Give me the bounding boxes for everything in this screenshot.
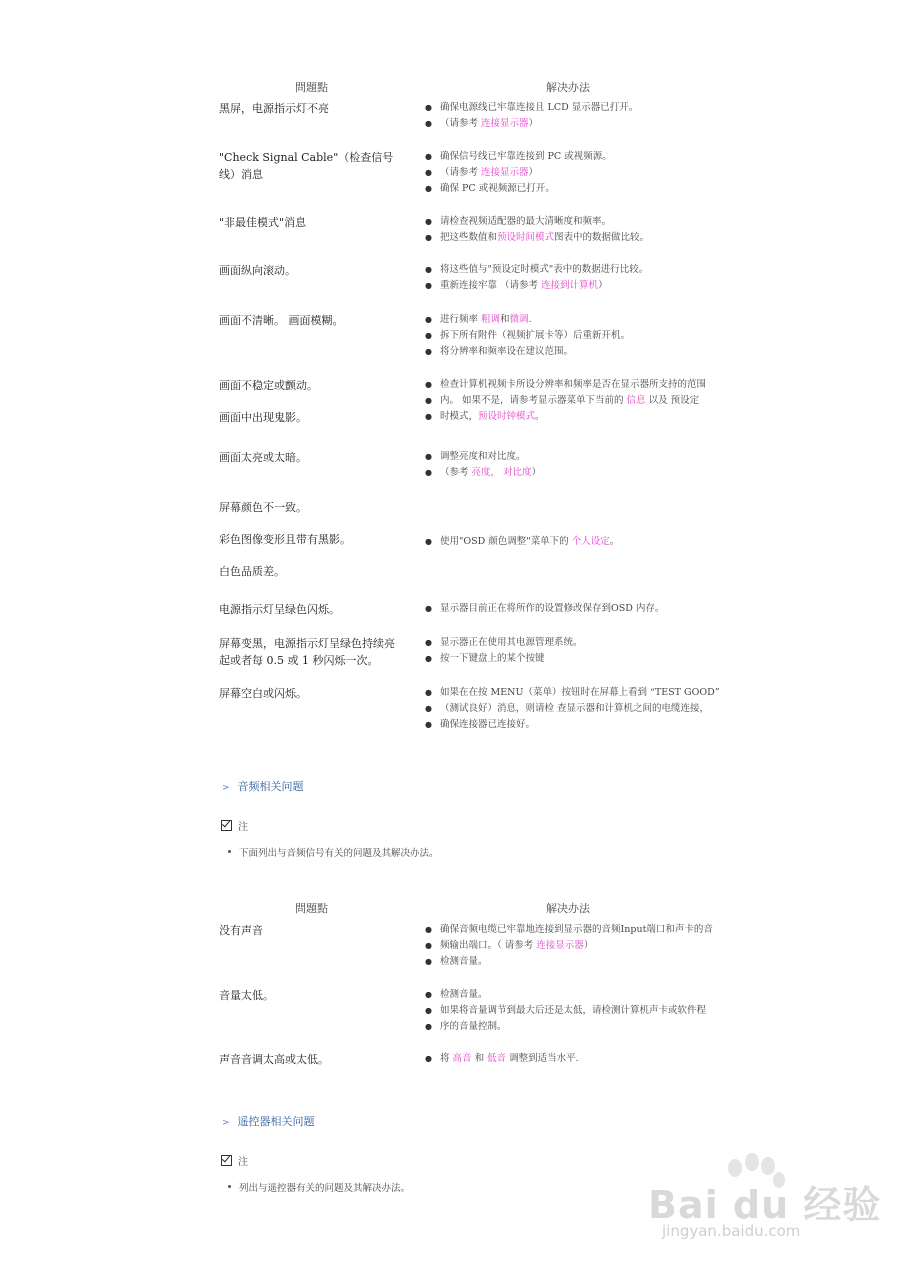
chevron-right-icon: > bbox=[222, 1118, 230, 1128]
problem-text: 屏幕颜色不一致。 bbox=[219, 501, 307, 514]
problem-text: 画面不稳定或颤动。 bbox=[219, 379, 318, 392]
problem-text: 黑屏，电源指示灯不亮 bbox=[219, 102, 329, 115]
table1-header-problem: 問題點 bbox=[295, 81, 328, 94]
reference-link[interactable]: 连接显示器 bbox=[481, 118, 529, 129]
solution-list bbox=[425, 922, 735, 970]
problem-text: 屏幕变黑，电源指示灯呈绿色持续亮 bbox=[219, 637, 395, 650]
solution-item: ● 调整亮度和对比度。 bbox=[425, 449, 735, 465]
solution-list bbox=[425, 635, 735, 667]
solution-item: ● 确保 PC 或视频源已打开。 bbox=[425, 181, 735, 197]
checkbox-checked-icon bbox=[221, 820, 232, 831]
problem-text: 电源指示灯呈绿色闪烁。 bbox=[219, 603, 340, 616]
reference-link[interactable]: 连接显示器 bbox=[481, 167, 529, 178]
solution-item: ● 显示器正在使用其电源管理系统。 bbox=[425, 635, 735, 651]
reference-link[interactable]: 信息 bbox=[626, 395, 646, 406]
solution-item: ● 把这些数值和预设时间模式图表中的数据做比较。 bbox=[425, 230, 735, 246]
problem-text: 声音音调太高或太低。 bbox=[219, 1053, 329, 1066]
chevron-right-icon: > bbox=[222, 783, 230, 793]
remote-note-label: 注 bbox=[238, 1157, 248, 1168]
problem-cell bbox=[219, 685, 414, 702]
problem-cell bbox=[219, 449, 414, 466]
problem-text: 画面不清晰。 画面模糊。 bbox=[219, 314, 344, 327]
reference-link[interactable]: 预设时钟模式 bbox=[478, 411, 536, 422]
solution-item: ● 请检查视频适配器的最大清晰度和频率。 bbox=[425, 214, 735, 230]
audio-note-label: 注 bbox=[238, 822, 248, 833]
solution-continuation: ● （参考 亮度， 对比度） bbox=[425, 465, 735, 481]
solution-item: ● 检测音量。 bbox=[425, 954, 735, 970]
solution-continuation: ● 重新连接牢靠 （请参考 连接到计算机） bbox=[425, 278, 735, 294]
solution-item: ● 进行频率 粗调和微调. bbox=[425, 312, 735, 328]
solution-continuation: ● 确保连接器已连接好。 bbox=[425, 717, 735, 733]
reference-link[interactable]: 低音 bbox=[487, 1053, 507, 1064]
solution-list bbox=[425, 601, 735, 617]
reference-link[interactable]: 微调 bbox=[509, 314, 529, 325]
solution-continuation: ● （测试良好）消息，则请检 查显示器和计算机之间的电缆连接， bbox=[425, 701, 735, 717]
solution-item: ● 显示器目前正在将所作的设置修改保存到OSD 内存。 bbox=[425, 601, 735, 617]
section-remote[interactable] bbox=[222, 1113, 315, 1129]
problem-text: 画面太亮或太暗。 bbox=[219, 451, 307, 464]
solution-list bbox=[425, 449, 735, 481]
solution-continuation: ● 时模式，预设时钟模式。 bbox=[425, 409, 735, 425]
table2-header-problem: 問題點 bbox=[295, 902, 328, 915]
solution-list bbox=[425, 149, 735, 197]
reference-link[interactable]: 预设时间模式 bbox=[497, 232, 555, 243]
audio-note bbox=[221, 818, 248, 833]
solution-item: ● 将分辨率和频率设在建议范围。 bbox=[425, 344, 735, 360]
solution-item: ● 检测音量。 bbox=[425, 987, 735, 1003]
watermark-url: jingyan.baidu.com bbox=[662, 1222, 801, 1240]
solution-list bbox=[425, 685, 735, 733]
table1-header-solution: 解决办法 bbox=[546, 81, 590, 94]
reference-link[interactable]: 亮度， 对比度 bbox=[471, 467, 532, 478]
problem-text: 线）消息 bbox=[219, 168, 263, 181]
solution-item: ● 使用"OSD 颜色调整"菜单下的 个人设定。 bbox=[425, 534, 735, 550]
solution-list bbox=[425, 987, 735, 1035]
solution-list bbox=[425, 262, 735, 294]
solution-continuation: ● （请参考 连接显示器） bbox=[425, 116, 735, 132]
solution-item: ● 确保电源线已牢靠连接且 LCD 显示器已打开。 bbox=[425, 100, 735, 116]
problem-cell bbox=[219, 149, 414, 183]
problem-cell bbox=[219, 987, 414, 1004]
solution-continuation: ● 内。 如果不是，请参考显示器菜单下当前的 信息 以及 预设定 bbox=[425, 393, 735, 409]
remote-note bbox=[221, 1153, 248, 1168]
problem-text: 没有声音 bbox=[219, 924, 263, 937]
reference-link[interactable]: 连接显示器 bbox=[536, 940, 584, 951]
section-audio-title: 音频相关问题 bbox=[237, 780, 304, 793]
problem-cell bbox=[219, 601, 414, 618]
reference-link[interactable]: 高音 bbox=[452, 1053, 472, 1064]
bullet-icon bbox=[228, 1185, 231, 1188]
problem-cell bbox=[219, 262, 414, 279]
remote-note-item bbox=[228, 1180, 410, 1194]
solution-item: ● 确保信号线已牢靠连接到 PC 或视频源。 bbox=[425, 149, 735, 165]
reference-link[interactable]: 个人设定 bbox=[571, 536, 610, 547]
bullet-icon bbox=[228, 850, 231, 853]
section-audio[interactable] bbox=[222, 778, 304, 794]
section-remote-title: 遥控器相关问题 bbox=[237, 1115, 315, 1128]
remote-note-text: 列出与遥控器有关的问题及其解决办法。 bbox=[239, 1183, 411, 1194]
solution-list bbox=[425, 312, 735, 360]
solution-item: ● 确保音频电缆已牢靠地连接到显示器的音频Input端口和声卡的音 bbox=[425, 922, 735, 938]
table2-header-solution: 解决办法 bbox=[546, 902, 590, 915]
problem-cell bbox=[219, 312, 414, 329]
problem-text: 起或者每 0.5 或 1 秒闪烁一次。 bbox=[219, 654, 379, 667]
solution-item: ● 如果在在按 MENU（菜单）按钮时在屏幕上看到 “TEST GOOD” bbox=[425, 685, 735, 701]
solution-list bbox=[425, 214, 735, 246]
reference-link[interactable]: 粗调 bbox=[481, 314, 501, 325]
problem-text: 画面中出现鬼影。 bbox=[219, 411, 307, 424]
problem-cell bbox=[219, 635, 414, 669]
solution-item: ● 检查计算机视频卡所设分辨率和频率是否在显示器所支持的范围 bbox=[425, 377, 735, 393]
solution-continuation: ● 序的音量控制。 bbox=[425, 1019, 735, 1035]
solution-list bbox=[425, 1051, 735, 1067]
audio-note-item bbox=[228, 845, 439, 859]
solution-list bbox=[425, 377, 735, 425]
audio-note-text: 下面列出与音频信号有关的问题及其解决办法。 bbox=[239, 848, 439, 859]
problem-text: 音量太低。 bbox=[219, 989, 274, 1002]
problem-text: 彩色图像变形且带有黑影。 bbox=[219, 533, 351, 546]
problem-cell bbox=[219, 922, 414, 939]
solution-continuation: ● （请参考 连接显示器） bbox=[425, 165, 735, 181]
problem-cell bbox=[219, 1051, 414, 1068]
solution-item: ● 按一下键盘上的某个按键 bbox=[425, 651, 735, 667]
solution-list bbox=[425, 100, 735, 132]
problem-cell bbox=[219, 214, 414, 231]
solution-item: ● 如果将音量调节到最大后还是太低，请检测计算机声卡或软件程 bbox=[425, 1003, 735, 1019]
solution-item: ● 将 高音 和 低音 调整到适当水平. bbox=[425, 1051, 735, 1067]
reference-link[interactable]: 连接到计算机 bbox=[541, 280, 599, 291]
problem-text: 屏幕空白或闪烁。 bbox=[219, 687, 307, 700]
problem-text: 白色品质差。 bbox=[219, 565, 285, 578]
problem-text: "Check Signal Cable"（检查信号 bbox=[219, 151, 394, 164]
problem-text: 画面纵向滚动。 bbox=[219, 264, 296, 277]
solution-item: ● 将这些值与"预设定时模式"表中的数据进行比较。 bbox=[425, 262, 735, 278]
watermark-brand: Bai du 经验 bbox=[648, 1183, 882, 1227]
checkbox-checked-icon bbox=[221, 1155, 232, 1166]
problem-cell bbox=[219, 100, 414, 117]
solution-continuation: ● 频输出端口。（ 请参考 连接显示器） bbox=[425, 938, 735, 954]
problem-text: "非最佳模式"消息 bbox=[219, 216, 307, 229]
solution-list bbox=[425, 534, 735, 550]
solution-item: ● 拆下所有附件（视频扩展卡等）后重新开机。 bbox=[425, 328, 735, 344]
